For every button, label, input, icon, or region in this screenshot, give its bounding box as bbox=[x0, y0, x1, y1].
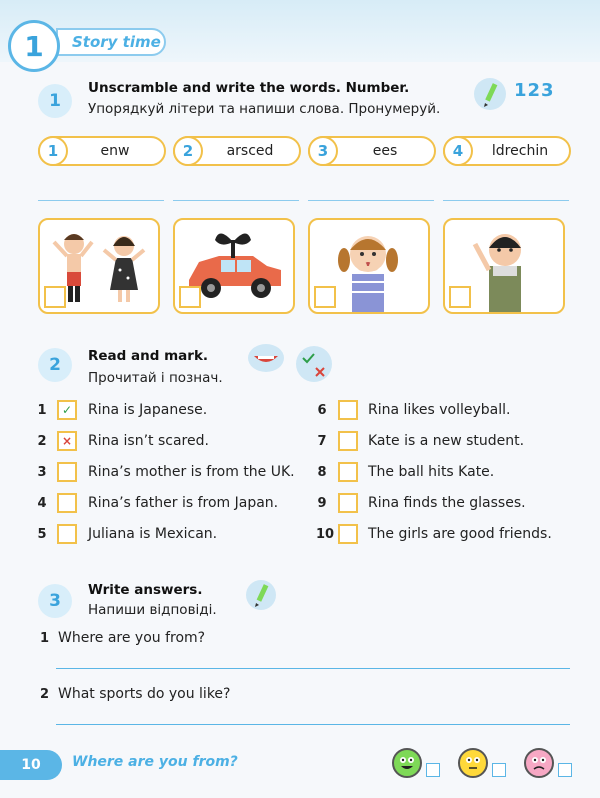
question-number: 1 bbox=[40, 631, 50, 646]
item-number: 10 bbox=[315, 527, 335, 542]
happy-face-icon bbox=[392, 748, 422, 778]
item-number: 8 bbox=[317, 465, 327, 480]
tick-cross-icon bbox=[296, 346, 332, 382]
number-box[interactable] bbox=[44, 286, 66, 308]
item-number: 4 bbox=[37, 496, 47, 511]
statement-text: Rina finds the glasses. bbox=[368, 495, 526, 511]
answer-checkbox[interactable] bbox=[338, 524, 358, 544]
scrambled-word: enw bbox=[100, 143, 130, 159]
answer-line[interactable] bbox=[38, 200, 164, 201]
question-text: What sports do you like? bbox=[58, 686, 231, 702]
self-assessment-box[interactable] bbox=[492, 763, 506, 777]
answer-checkbox[interactable] bbox=[57, 462, 77, 482]
page-number: 10 bbox=[0, 750, 62, 780]
picture-thinking-girl bbox=[443, 218, 565, 314]
number-box[interactable] bbox=[179, 286, 201, 308]
statement-text: Kate is a new student. bbox=[368, 433, 525, 449]
answer-checkbox[interactable] bbox=[338, 462, 358, 482]
scrambled-word: ldrechin bbox=[491, 143, 549, 159]
item-number: 5 bbox=[37, 527, 47, 542]
self-assessment-box[interactable] bbox=[558, 763, 572, 777]
answer-checkbox[interactable] bbox=[338, 493, 358, 513]
statement-text: Rina’s mother is from the UK. bbox=[88, 464, 295, 480]
answer-checkbox[interactable] bbox=[57, 524, 77, 544]
answer-line[interactable] bbox=[308, 200, 434, 201]
word-pill-number: 3 bbox=[308, 136, 338, 166]
item-number: 3 bbox=[37, 465, 47, 480]
picture-children bbox=[38, 218, 160, 314]
pencil-icon bbox=[246, 580, 276, 610]
exercise-1-number: 1 bbox=[38, 84, 72, 118]
word-pill-number: 1 bbox=[38, 136, 68, 166]
answer-checkbox[interactable]: × bbox=[57, 431, 77, 451]
exercise-1-title: Unscramble and write the words. Number. bbox=[88, 80, 410, 96]
answer-line[interactable] bbox=[56, 724, 570, 725]
picture-car bbox=[173, 218, 295, 314]
number-box[interactable] bbox=[449, 286, 471, 308]
self-assessment-box[interactable] bbox=[426, 763, 440, 777]
statement-text: Rina’s father is from Japan. bbox=[88, 495, 279, 511]
item-number: 2 bbox=[37, 434, 47, 449]
exercise-3-number: 3 bbox=[38, 584, 72, 618]
answer-line[interactable] bbox=[173, 200, 299, 201]
numbers-icon bbox=[514, 80, 560, 110]
scrambled-word: arsced bbox=[226, 143, 274, 159]
answer-checkbox[interactable] bbox=[338, 400, 358, 420]
statement-text: The ball hits Kate. bbox=[368, 464, 495, 480]
answer-checkbox[interactable]: ✓ bbox=[57, 400, 77, 420]
sad-face-icon bbox=[524, 748, 554, 778]
word-pill bbox=[308, 136, 436, 166]
exercise-2-title: Read and mark. bbox=[88, 348, 209, 364]
exercise-2-subtitle: Прочитай і познач. bbox=[88, 370, 223, 386]
section-title: Story time bbox=[56, 28, 166, 56]
item-number: 9 bbox=[317, 496, 327, 511]
statement-text: Juliana is Mexican. bbox=[88, 526, 218, 542]
word-pill bbox=[38, 136, 166, 166]
word-pill bbox=[173, 136, 301, 166]
item-number: 1 bbox=[37, 403, 47, 418]
neutral-face-icon bbox=[458, 748, 488, 778]
answer-line[interactable] bbox=[443, 200, 569, 201]
item-number: 7 bbox=[317, 434, 327, 449]
word-pill bbox=[443, 136, 571, 166]
exercise-2-number: 2 bbox=[38, 348, 72, 382]
answer-line[interactable] bbox=[56, 668, 570, 669]
question-text: Where are you from? bbox=[58, 630, 206, 646]
question-number: 2 bbox=[40, 687, 50, 702]
answer-checkbox[interactable] bbox=[57, 493, 77, 513]
pencil-icon bbox=[474, 78, 506, 110]
exercise-3-title: Write answers. bbox=[88, 582, 203, 598]
answer-checkbox[interactable] bbox=[338, 431, 358, 451]
speaking-icon bbox=[248, 344, 284, 372]
exercise-3-subtitle: Напиши відповіді. bbox=[88, 602, 217, 618]
statement-text: Rina likes volleyball. bbox=[368, 402, 511, 418]
word-pill-number: 2 bbox=[173, 136, 203, 166]
number-box[interactable] bbox=[314, 286, 336, 308]
item-number: 6 bbox=[317, 403, 327, 418]
word-pill-number: 4 bbox=[443, 136, 473, 166]
statement-text: Rina isn’t scared. bbox=[88, 433, 209, 449]
unit-title: Where are you from? bbox=[72, 754, 238, 770]
exercise-1-subtitle: Упорядкуй літери та напиши слова. Пронумеруй. bbox=[88, 101, 441, 117]
scrambled-word: ees bbox=[372, 143, 398, 159]
statement-text: Rina is Japanese. bbox=[88, 402, 208, 418]
picture-scared-girl bbox=[308, 218, 430, 314]
unit-number: 1 bbox=[8, 20, 60, 72]
statement-text: The girls are good friends. bbox=[368, 526, 552, 542]
numbers-icon-text: 123 bbox=[514, 80, 555, 101]
